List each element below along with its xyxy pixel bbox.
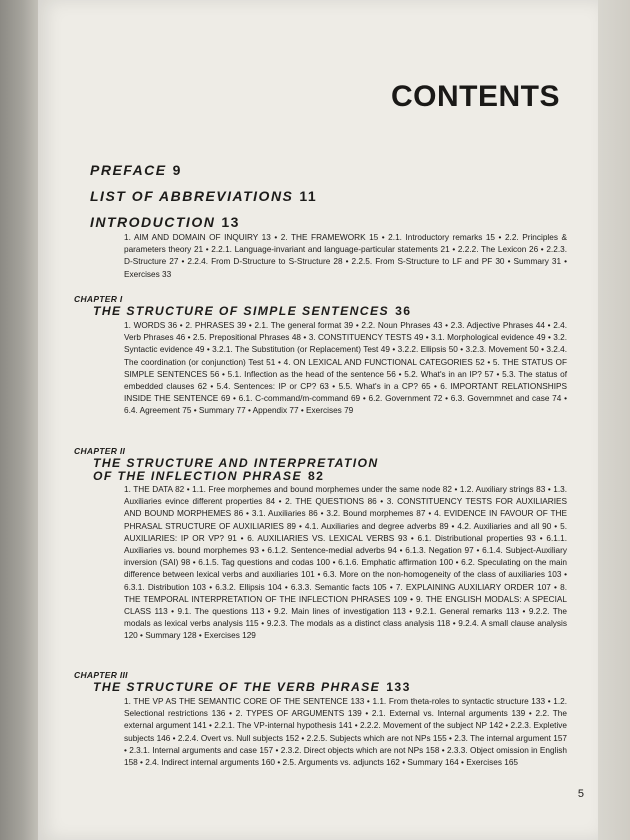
- chapter-page: 133: [386, 680, 411, 694]
- chapter-label: CHAPTER III: [74, 670, 128, 680]
- toc-entry-introduction: [90, 214, 240, 230]
- toc-entry-title: INTRODUCTION: [90, 214, 216, 230]
- chapter-title: THE STRUCTURE OF THE VERB PHRASE 133: [93, 680, 411, 694]
- chapter-label: CHAPTER I: [74, 294, 123, 304]
- chapter-label: CHAPTER II: [74, 446, 126, 456]
- toc-entry-preface: [90, 162, 182, 178]
- toc-entry-title: LIST OF ABBREVIATIONS: [90, 188, 294, 204]
- chapter-page: 82: [307, 469, 325, 483]
- page-number: 5: [577, 788, 584, 800]
- page-edge: [598, 0, 630, 840]
- book-spine-shadow: [0, 0, 38, 840]
- chapter-detail: 1. THE VP AS THE SEMANTIC CORE OF THE SENTENCE 133 • 1.1. From theta-roles to syntactic structure 133 • 1.2. Selectional restrictions 136 • 2. TYPES OF ARGUMENTS 139 • 2.1. External vs. Internal arguments 139 • 2.2. The external argument 141 • 2.2.1. The VP-internal hypothesis 141 • 2.2.2. Movement of the subject NP 142 • 2.2.3. Expletive subjects 146 • 2.2.4. Overt vs. Null subjects 152 • 2.2.5. Subjects which are not NPs 155 • 2.3. The internal argument 157 • 2.3.1. Internal arguments and case 157 • 2.3.2. Direct objects which are not NPs 158 • 2.3.3. Object omission in English 158 • 2.4. Indirect internal arguments 160 • 2.5. Arguments vs. adjuncts 162 • Summary 164 • Exercises 165: [124, 697, 567, 768]
- introduction-detail: 1. AIM AND DOMAIN OF INQUIRY 13 • 2. THE FRAMEWORK 15 • 2.1. Introductory remarks 15 • 2.2. Principles & parameters theory 21 • 2.2.1. Language-invariant and language-particular statements 21 • 2.2.2. The Lexicon 26 • 2.2.3. D-Structure 27 • 2.2.4. From D-Structure to S-Structure 28 • 2.2.5. From S-Structure to LF and PF 30 • Summary 31 • Exercises 33: [124, 233, 567, 279]
- chapter-title: THE STRUCTURE OF SIMPLE SENTENCES 36: [93, 304, 412, 318]
- toc-entry-page: 9: [172, 162, 182, 178]
- chapter-detail: 1. WORDS 36 • 2. PHRASES 39 • 2.1. The general format 39 • 2.2. Noun Phrases 43 • 2.3. Adjective Phrases 44 • 2.4. Verb Phrases 46 • 2.5. Prepositional Phrases 48 • 3. CONSTITUENCY TESTS 49 • 3.1. Morphological evidence 49 • 3.2. Syntactic evidence 49 • 3.2.1. The Substitution (or Replacement) Test 49 • 3.2.2. Ellipsis 50 • 3.2.3. Movement 50 • 3.2.4. The coordination (or conjunction) Test 51 • 4. ON LEXICAL AND FUNCTIONAL CATEGORIES 52 • 5. THE STATUS OF SIMPLE SENTENCES 56 • 5.1. Inflection as the head of the sentence 56 • 5.2. What's in an IP? 57 • 5.3. The status of embedded clauses 62 • 5.4. Sentences: IP or CP? 63 • 5.5. What's in a CP? 65 • 6. IMPORTANT RELATIONSHIPS INSIDE THE SENTENCE 69 • 6.1. C-command/m-command 69 • 6.2. Government 72 • 6.3. Governmnet and case 74 • 6.4. Agreement 75 • Summary 77 • Appendix 77 • Exercises 79: [124, 321, 567, 416]
- chapter-page: 36: [395, 304, 412, 318]
- chapter-detail: 1. THE DATA 82 • 1.1. Free morphemes and bound morphemes under the same node 82 • 1.2. Auxiliary strings 83 • 1.3. Auxiliaries evince different properties 84 • 2. THE QUESTIONS 86 • 3. CONSTITUENCY TESTS FOR AUXILIARIES AND BOUND MORPHEMES 86 • 3.1. Auxiliaries 86 • 3.2. Bound morphemes 87 • 4. EVIDENCE IN FAVOUR OF THE PHRASAL STRUCTURE OF AUXILIARIES 89 • 4.1. Auxiliaries and degree adverbs 89 • 4.2. Auxiliaries and all 90 • 5. AUXILIARIES: IP OR VP? 91 • 6. AUXILIARIES VS. LEXICAL VERBS 93 • 6.1. Distributional properties 93 • 6.1.1. Auxiliaries vs. bound morphemes 93 • 6.1.2. Sentence-medial adverbs 94 • 6.1.3. Negation 97 • 6.1.4. Subject-Auxiliary inversion (SAI) 98 • 6.1.5. Tag questions and codas 100 • 6.1.6. Emphatic affirmation 100 • 6.2. Speculating on the main difference between lexical verbs and auxiliaries 101 • 6.3. More on the non-homogeneity of the class of auxiliaries 103 • 6.3.1. Distribution 103 • 6.3.2. Ellipsis 104 • 6.3.3. Semantic facts 105 • 7. EXPLAINING AUXILIARY ORDER 107 • 8. THE TEMPORAL INTERPRETATION OF THE INFLECTION PHRASES 109 • 9. THE ENGLISH MODALS: A SPECIAL CLASS 113 • 9.1. The questions 113 • 9.2. Main lines of investigation 113 • 9.2.1. General remarks 113 • 9.2.2. The modals as lexical verbs analysis 115 • 9.2.3. The modals as a distinct class analysis 118 • 9.2.4. A small clause analysis 120 • Summary 128 • Exercises 129: [124, 485, 567, 641]
- toc-entry-title: PREFACE: [90, 162, 167, 178]
- page-title: CONTENTS: [391, 80, 560, 113]
- toc-entry-page: 11: [299, 188, 318, 204]
- book-page: [38, 0, 598, 840]
- chapter-title: THE STRUCTURE AND INTERPRETATION OF THE INFLECTION PHRASE 82: [93, 456, 379, 483]
- toc-entry-abbreviations: [90, 188, 317, 204]
- toc-entry-page: 13: [221, 214, 240, 230]
